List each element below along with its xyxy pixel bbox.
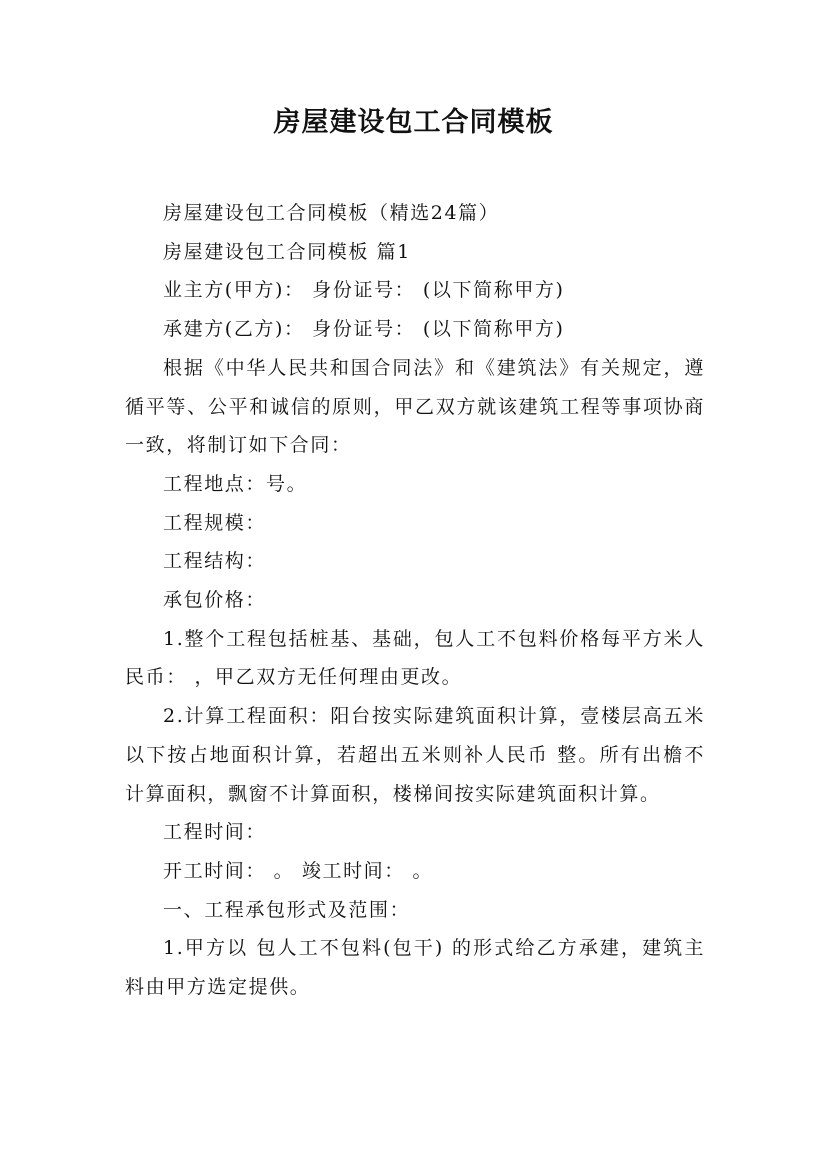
paragraph-section-heading: 房屋建设包工合同模板 篇1 (163, 240, 411, 263)
paragraph-section-one-heading: 一、工程承包形式及范围： (163, 898, 411, 921)
paragraph-party-a: 业主方(甲方)： 身份证号： (以下简称甲方) (163, 279, 565, 302)
paragraph-party-b: 承建方(乙方)： 身份证号： (以下简称甲方) (163, 318, 565, 341)
paragraph-section-one-item-1: 1.甲方以 包人工不包料(包干) 的形式给乙方承建，建筑主料由甲方选定提供。 (125, 937, 705, 999)
paragraph-contract-price: 承包价格： (163, 589, 267, 612)
paragraph-subtitle: 房屋建设包工合同模板（精选24篇） (163, 202, 500, 224)
paragraph-project-structure: 工程结构： (163, 550, 267, 573)
paragraph-start-end-time: 开工时间： 。 竣工时间： 。 (163, 859, 434, 882)
paragraph-price-item-2: 2.计算工程面积：阳台按实际建筑面积计算，壹楼层高五米以下按占地面积计算，若超出五米则补人民币 整。所有出檐不计算面积，飘窗不计算面积，楼梯间按实际建筑面积计算。 (125, 705, 705, 805)
paragraph-project-location: 工程地点：号。 (163, 472, 308, 495)
paragraph-price-item-1: 1.整个工程包括桩基、基础，包人工不包料价格每平方米人民币： ，甲乙双方无任何理由更改。 (125, 627, 705, 689)
document-title: 房屋建设包工合同模板 (273, 107, 554, 138)
paragraph-project-scale: 工程规模： (163, 511, 267, 534)
document-body (125, 194, 705, 1007)
paragraph-preamble: 根据《中华人民共和国合同法》和《建筑法》有关规定，遵循平等、公平和诚信的原则，甲乙双方就该建筑工程等事项协商一致，将制订如下合同： (125, 356, 705, 457)
paragraph-project-time: 工程时间： (163, 821, 267, 844)
